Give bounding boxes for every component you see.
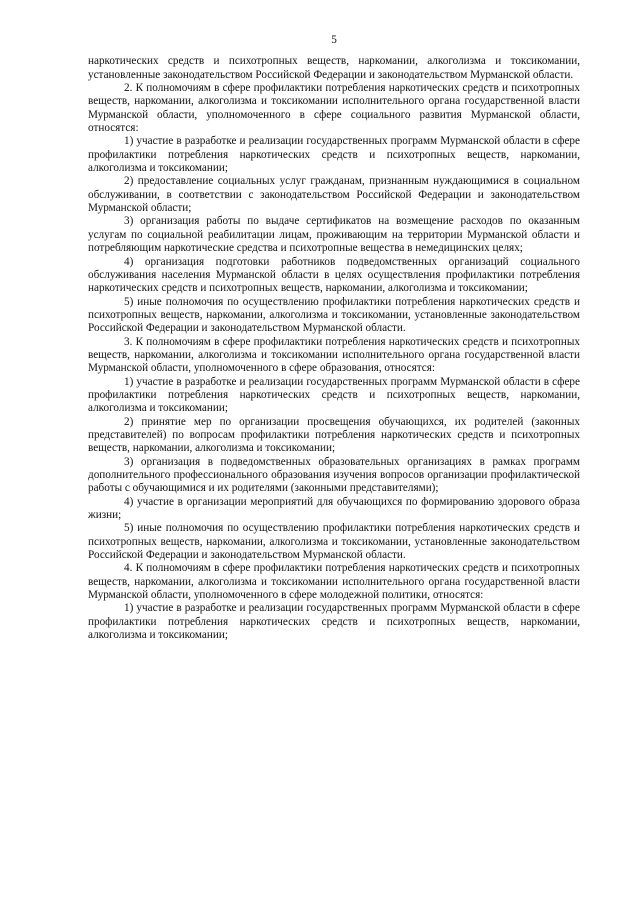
paragraph-item: 1) участие в разработке и реализации государственных программ Мурманской области в сфере профилактики потребления наркотических средств и психотропных веществ, наркомании, алкоголизма и токсикомании; [88,375,580,415]
paragraph-continuation: наркотических средств и психотропных веществ, наркомании, алкоголизма и токсикомании, установленные законодательством Российской Федерации и законодательством Мурманской области. [88,55,580,81]
paragraph-item: 4) организация подготовки работников подведомственных организаций социального обслуживания населения Мурманской области в целях осуществления профилактики потребления наркотических средств и психотропных веществ, наркомании, алкоголизма и токсикомании; [88,255,580,295]
paragraph-section-2: 2. К полномочиям в сфере профилактики потребления наркотических средств и психотропных веществ, наркомании, алкоголизма и токсикомании исполнительного органа государственной власти Мурманской области, уполномоченного в сфере социального развития Мурманской области, относятся: [88,82,580,135]
paragraph-item: 5) иные полномочия по осуществлению профилактики потребления наркотических средств и психотропных веществ, наркомании, алкоголизма и токсикомании, установленные законодательством Российской Федерации и законодательством Мурманской области. [88,522,580,562]
paragraph-item: 1) участие в разработке и реализации государственных программ Мурманской области в сфере профилактики потребления наркотических средств и психотропных веществ, наркомании, алкоголизма и токсикомании; [88,602,580,642]
paragraph-section-4: 4. К полномочиям в сфере профилактики потребления наркотических средств и психотропных веществ, наркомании, алкоголизма и токсикомании исполнительного органа государственной власти Мурманской области, уполномоченного в сфере молодежной политики, относятся: [88,562,580,602]
paragraph-item: 4) участие в организации мероприятий для обучающихся по формированию здорового образа жизни; [88,495,580,522]
paragraph-item: 3) организация работы по выдаче сертификатов на возмещение расходов по оказанным услугам по социальной реабилитации лицам, проживающим на территории Мурманской области и потребляющим наркотические средства и психотропные вещества в немедицинских целях; [88,215,580,255]
paragraph-section-3: 3. К полномочиям в сфере профилактики потребления наркотических средств и психотропных веществ, наркомании, алкоголизма и токсикомании исполнительного органа государственной власти Мурманской области, уполномоченного в сфере образования, относятся: [88,335,580,375]
paragraph-item: 5) иные полномочия по осуществлению профилактики потребления наркотических средств и психотропных веществ, наркомании, алкоголизма и токсикомании, установленные законодательством Российской Федерации и законодательством Мурманской области. [88,295,580,335]
paragraph-item: 1) участие в разработке и реализации государственных программ Мурманской области в сфере профилактики потребления наркотических средств и психотропных веществ, наркомании, алкоголизма и токсикомании; [88,135,580,175]
paragraph-item: 3) организация в подведомственных образовательных организациях в рамках программ дополнительного профессионального образования изучения вопросов организации профилактической работы с обучающимися и их родителями (законными представителями); [88,455,580,495]
paragraph-item: 2) предоставление социальных услуг гражданам, признанным нуждающимися в социальном обслуживании, в соответствии с законодательством Российской Федерации и законодательством Мурманской области; [88,175,580,215]
page-number: 5 [331,34,337,46]
paragraph-item: 2) принятие мер по организации просвещения обучающихся, их родителей (законных представителей) по вопросам профилактики потребления наркотических средств и психотропных веществ, наркомании, алкоголизма и токсикомании; [88,415,580,455]
